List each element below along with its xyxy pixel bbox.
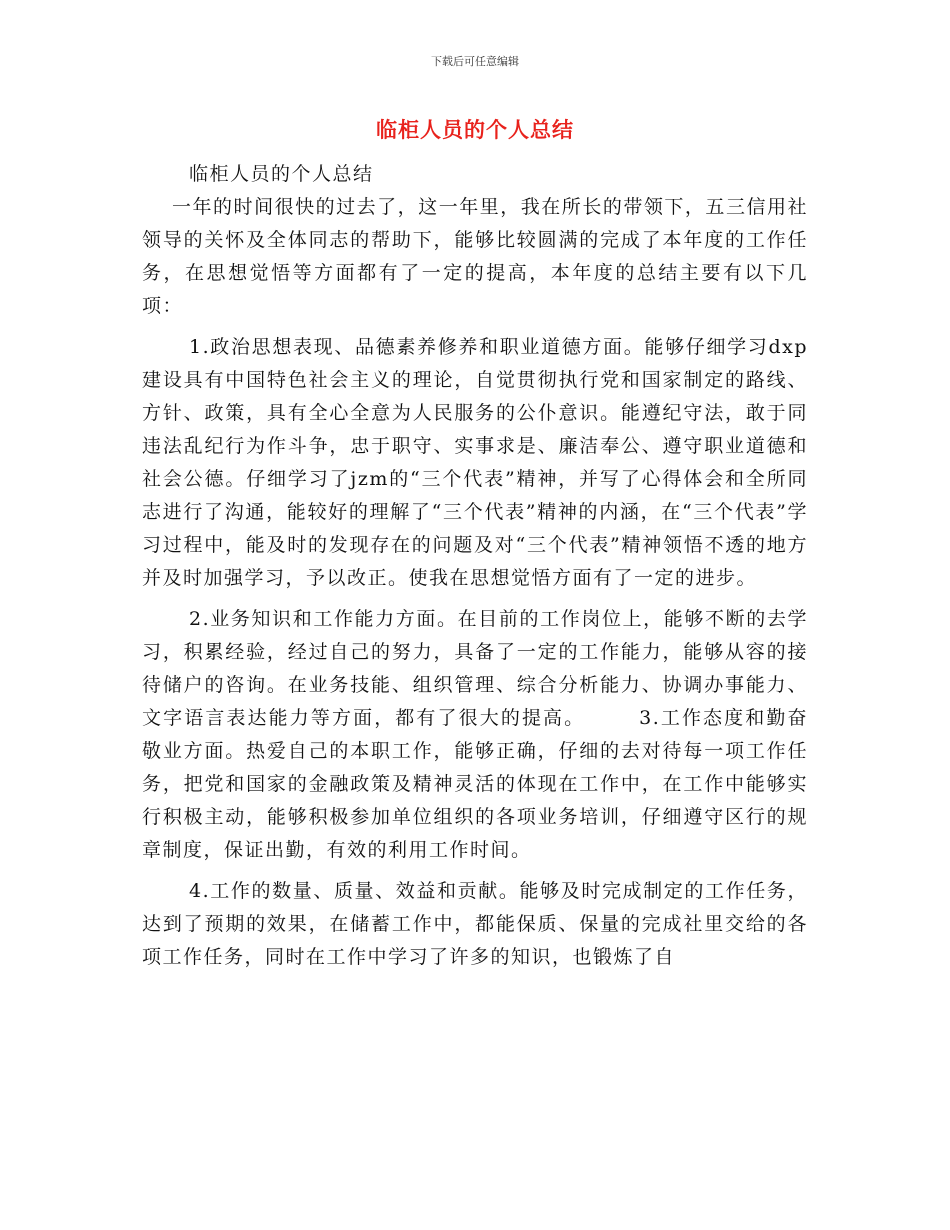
- section-4-paragraph: 4.工作的数量、质量、效益和贡献。能够及时完成制定的工作任务，达到了预期的效果，在储蓄工作中，都能保质、保量的完成社里交给的各项工作任务，同时在工作中学习了许多的知识，也锻炼了自: [142, 880, 808, 968]
- header-note: 下载后可任意编辑: [431, 55, 519, 68]
- intro-paragraph: 一年的时间很快的过去了，这一年里，我在所长的带领下，五三信用社领导的关怀及全体同志的帮助下，能够比较圆满的完成了本年度的工作任务，在思想觉悟等方面都有了一定的提高，本年度的总结主要有以下几项：: [142, 196, 808, 317]
- section-2-3-paragraph: 2.业务知识和工作能力方面。在目前的工作岗位上，能够不断的去学习，积累经验，经过自己的努力，具备了一定的工作能力，能够从容的接待储户的咨询。在业务技能、组织管理、综合分析能力、协调办事能力、文字语言表达能力等方面，都有了很大的提高。 3.工作态度和勤奋敬业方面。热爱自己的本职工作，能够正确，仔细的去对待每一项工作任务，把党和国家的金融政策及精神灵活的体现在工作中，在工作中能够实行积极主动，能够积极参加单位组织的各项业务培训，仔细遵守区行的规章制度，保证出勤，有效的利用工作时间。: [142, 608, 808, 861]
- document-subtitle: 临柜人员的个人总结: [189, 163, 374, 185]
- document-body: [142, 158, 808, 974]
- section-1-paragraph: 1.政治思想表现、品德素养修养和职业道德方面。能够仔细学习dxp建设具有中国特色社会主义的理论，自觉贯彻执行党和国家制定的路线、方针、政策，具有全心全意为人民服务的公仆意识。能遵纪守法，敢于同违法乱纪行为作斗争，忠于职守、实事求是、廉洁奉公、遵守职业道德和社会公德。仔细学习了jzm的“三个代表”精神，并写了心得体会和全所同志进行了沟通，能较好的理解了“三个代表”精神的内涵，在“三个代表”学习过程中，能及时的发现存在的问题及对“三个代表”精神领悟不透的地方并及时加强学习，予以改正。使我在思想觉悟方面有了一定的进步。: [142, 336, 808, 589]
- document-title: 临柜人员的个人总结: [376, 118, 574, 142]
